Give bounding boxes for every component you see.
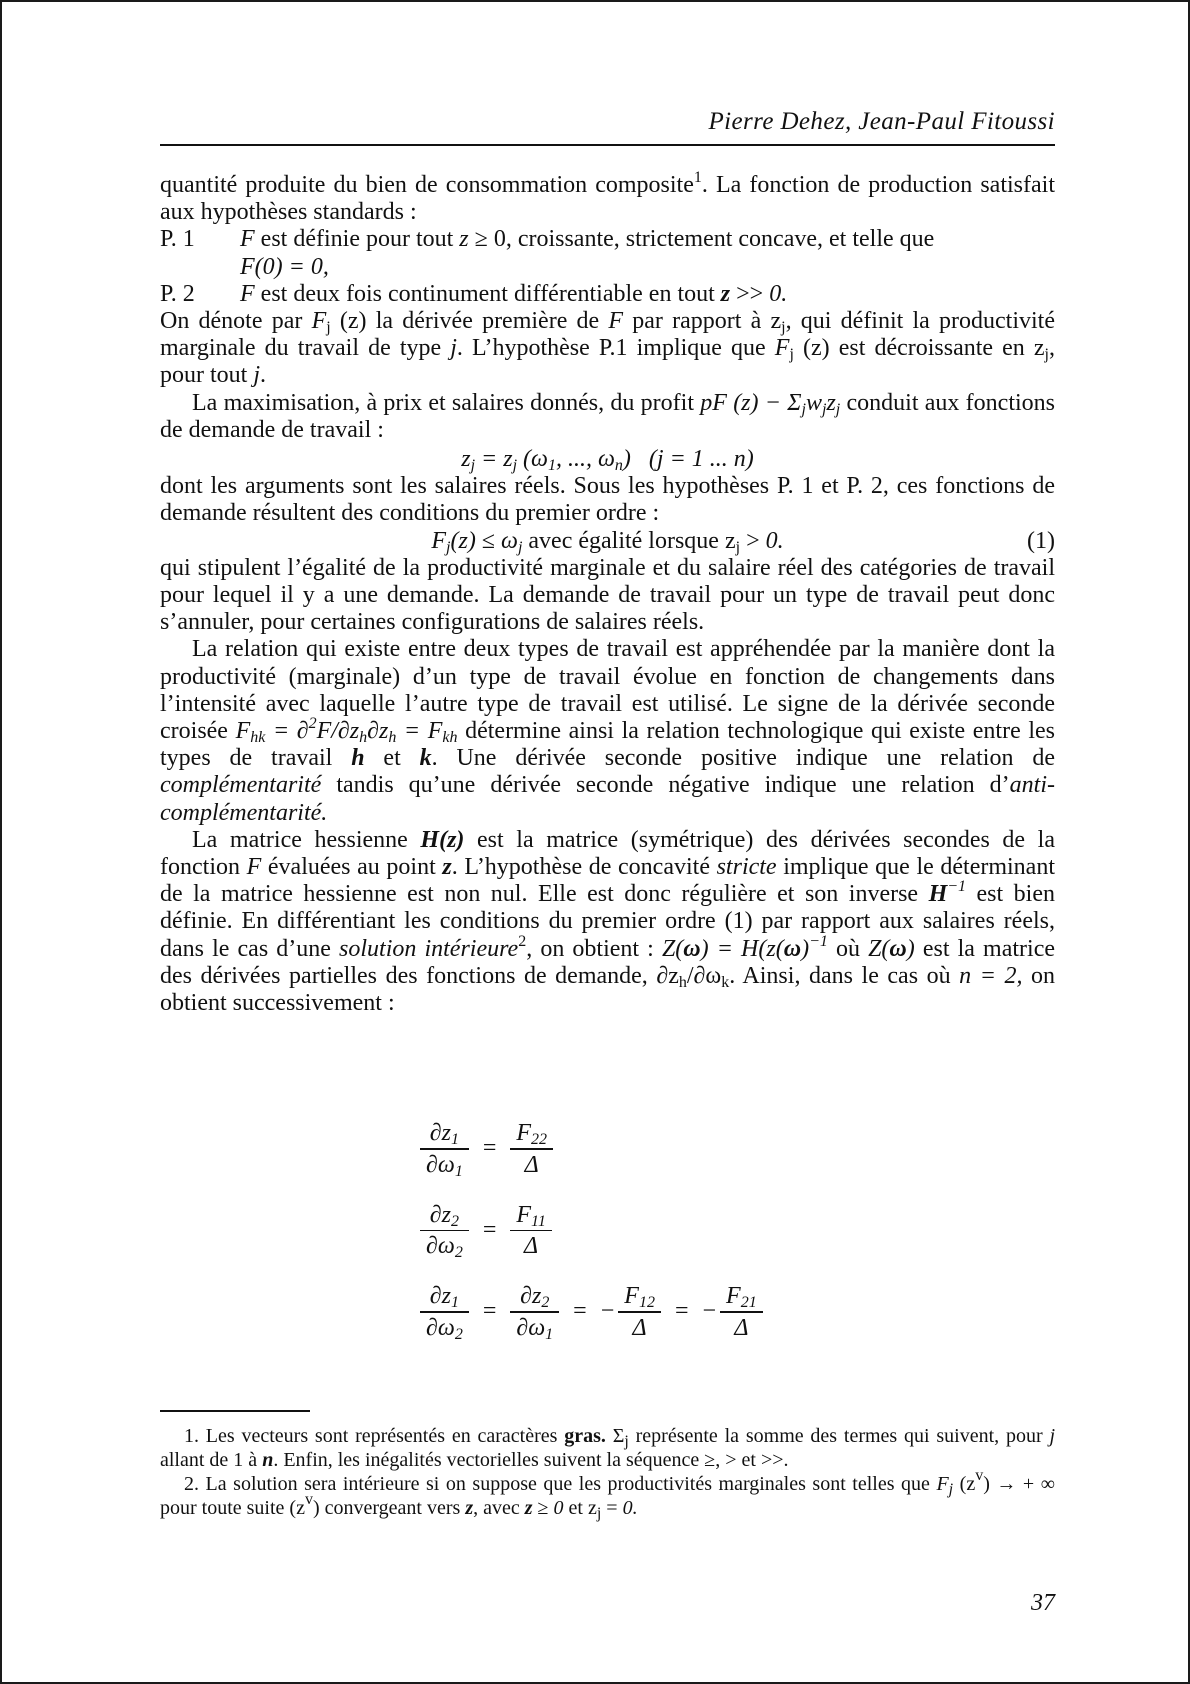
paragraph-7: La matrice hessienne H(z) est la matrice (symétrique) des dérivées secondes de la fonction F évaluées au point z. L’hypothèse de concavité stricte implique que le déterminant de la matrice hessienne est non nul. Elle est donc régulière et son inverse $H^{-1}$ est bien définie. En différentiant les conditions du premier ordre (1) par rapport aux salaires réels, dans le cas d’une solution intérieure$^2$, on obtient : $Z(\omega) = H(z(\omega)^{-1}$ où Z(ω) est la matrice des dérivées partielles des fonctions de demande, $\partial z_h/\partial\omega_k$. Ainsi, dans le cas où n = 2, on obtient successivement : bbox=[160, 826, 1056, 1017]
fraction: $\frac{\partial z_1}{\partial\omega_1}$ bbox=[420, 1118, 469, 1180]
hypothesis-label: P. 2 bbox=[160, 280, 195, 307]
fraction: $\frac{\partial z_2}{\partial\omega_1}$ bbox=[510, 1281, 559, 1343]
paragraph-1: quantité produite du bien de consommation composite$^1$. La fonction de production satisfait aux hypothèses standards : bbox=[160, 169, 1055, 226]
equation-demand: $z_j = z_j$ ($\omega_1$, ..., $\omega_n$) (j = 1 ... n) bbox=[461, 446, 754, 475]
fraction: $\frac{\partial z_2}{\partial\omega_2}$ bbox=[420, 1200, 469, 1262]
derivative-equations bbox=[420, 1118, 763, 1363]
running-head: Pierre Dehez, Jean-Paul Fitoussi bbox=[708, 108, 1055, 135]
paragraph-3: La maximisation, à prix et salaires donnés, du profit pF $(z) - \Sigma_jw_jz_j$ conduit aux fonctions de demande de travail : bbox=[160, 389, 1055, 443]
footnote-rule bbox=[160, 1410, 310, 1412]
hypothesis-label: P. 1 bbox=[160, 226, 195, 253]
paragraph-2: On dénote par $F_j$ (z) la dérivée première de F par rapport à $z_j$, qui définit la productivité marginale du travail de type j. L’hypothèse P.1 implique que $F_j$ (z) est décroissante en $z_j$, pour tout j. bbox=[160, 308, 1056, 389]
hypothesis-p2: P. 2 F est deux fois continument différentiable en tout z >> 0. bbox=[160, 280, 788, 307]
paragraph-6: La relation qui existe entre deux types de travail est appréhendée par la manière dont la productivité (marginale) d’un type de travail évolue en fonction de changements dans l’intensité avec laquelle l’autre type de travail est utilisé. Le signe de la dérivée seconde croisée $F_{hk} = \partial^2F/\partial z_h\partial z_h = F_{kh}$ détermine ainsi la relation technologique qui existe entre les types de travail h et k. Une dérivée seconde positive indique une relation de complémentarité tandis qu’une dérivée seconde négative indique une relation d’anti-complémentarité. bbox=[160, 636, 1056, 826]
fraction: $\frac{F_{11}}{\Delta}$ bbox=[510, 1200, 551, 1262]
footnotes bbox=[160, 1424, 1055, 1520]
footnote-1: 1. Les vecteurs sont représentés en caractères gras. $\Sigma_j$ représente la somme des termes qui suivent, pour j allant de 1 à n. Enfin, les inégalités vectorielles suivent la séquence ≥, > et >>. bbox=[160, 1425, 1055, 1471]
equation-row-2: $\frac{\partial z_2}{\partial\omega_2}$ = $\frac{F_{11}}{\Delta}$ bbox=[420, 1200, 763, 1262]
equation-row-1: $\frac{\partial z_1}{\partial\omega_1}$ = $\frac{F_{22}}{\Delta}$ bbox=[420, 1118, 763, 1180]
body-text bbox=[160, 169, 1056, 1017]
paragraph-4: dont les arguments sont les salaires réels. Sous les hypothèses P. 1 et P. 2, ces fonctions de demande résultent des conditions du premier ordre : bbox=[160, 473, 1055, 527]
fraction: $\frac{\partial z_1}{\partial\omega_2}$ bbox=[420, 1281, 469, 1343]
fraction: $\frac{F_{21}}{\Delta}$ bbox=[720, 1281, 763, 1343]
header-rule bbox=[160, 144, 1055, 146]
equation-row-3: $\frac{\partial z_1}{\partial\omega_2}$ = $\frac{\partial z_2}{\partial\omega_1}$ = − $\frac{F_{12}}{\Delta}$ = − $\frac{F_{21}}{\Delta}$ bbox=[420, 1281, 763, 1343]
fraction: $\frac{F_{12}}{\Delta}$ bbox=[618, 1281, 661, 1343]
footnote-ref-1[interactable]: 1 bbox=[693, 169, 702, 186]
paragraph-5: qui stipulent l’égalité de la productivité marginale et du salaire réel des catégories de travail pour lequel il y a une demande. La demande de travail pour un type de travail peut donc s’annuler, pour certaines configurations de salaires réels. bbox=[160, 554, 1055, 636]
footnote-2: 2. La solution sera intérieure si on suppose que les productivités marginales sont telles que $F_j$ $(z^v)$ → + ∞ pour toute suite $(z^v)$ convergeant vers z, avec z ≥ 0 et $z_j = 0$. bbox=[160, 1467, 1055, 1522]
equation-number: (1) bbox=[1027, 527, 1055, 554]
fraction: $\frac{F_{22}}{\Delta}$ bbox=[510, 1118, 553, 1180]
equation-1: $F_j(z) \le \omega_j$ avec égalité lorsque $z_j > 0$. (1) bbox=[431, 527, 1055, 556]
footnote-ref-2[interactable]: 2 bbox=[518, 932, 527, 950]
hypothesis-p1: P. 1 F est définie pour tout z ≥ 0, croissante, strictement concave, et telle que F(0) = 0, bbox=[160, 226, 935, 280]
page-number: 37 bbox=[1031, 1590, 1055, 1616]
